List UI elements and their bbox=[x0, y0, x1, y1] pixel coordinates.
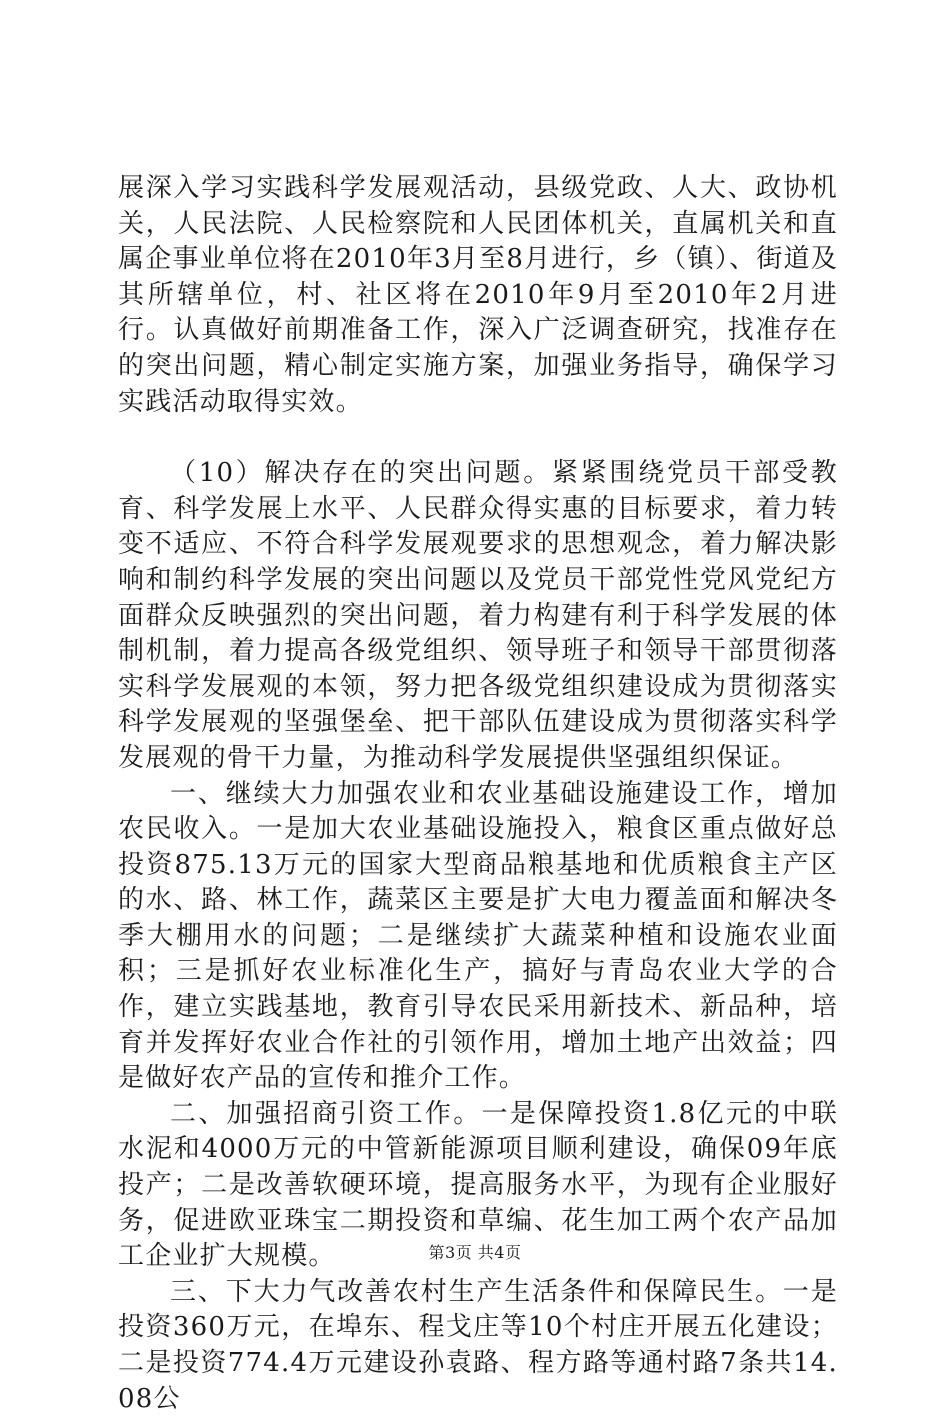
page-number-footer: 第3页 共4页 bbox=[428, 1243, 522, 1262]
paragraph-investment: 二、加强招商引资工作。一是保障投资1.8亿元的中联水泥和4000万元的中管新能源项目顺利建设，确保09年底投产；二是改善软硬环境，提高服务水平，为现有企业服好务，促进欧亚珠宝二期投资和草编、花生加工两个农产品加工企业扩大规模。 bbox=[118, 1098, 838, 1272]
document-body bbox=[118, 171, 838, 1417]
paragraph-agriculture: 一、继续大力加强农业和农业基础设施建设工作，增加农民收入。一是加大农业基础设施投入，粮食区重点做好总投资875.13万元的国家大型商品粮基地和优质粮食主产区的水、路、林工作，蔬菜区主要是扩大电力覆盖面和解决冬季大棚用水的问题；二是继续扩大蔬菜种植和设施农业面积；三是抓好农业标准化生产，搞好与青岛农业大学的合作，建立实践基地，教育引导农民采用新技术、新品种，培育并发挥好农业合作社的引领作用，增加土地产出效益；四是做好农产品的宣传和推介工作。 bbox=[118, 778, 838, 1094]
paragraph-rural-conditions: 三、下大力气改善农村生产生活条件和保障民生。一是投资360万元，在埠东、程戈庄等10个村庄开展五化建设；二是投资774.4万元建设孙袁路、程方路等通村路7条共14.08公 bbox=[118, 1276, 838, 1414]
paragraph-gap bbox=[118, 420, 838, 456]
paragraph-solve-problems: （10）解决存在的突出问题。紧紧围绕党员干部受教育、科学发展上水平、人民群众得实惠的目标要求，着力转变不适应、不符合科学发展观要求的思想观念，着力解决影响和制约科学发展的突出问题以及党员干部党性党风党纪方面群众反映强烈的突出问题，着力构建有利于科学发展的体制机制，着力提高各级党组织、领导班子和领导干部贯彻落实科学发展观的本领，努力把各级党组织建设成为贯彻落实科学发展观的坚强堡垒、把干部队伍建设成为贯彻落实科学发展观的骨干力量，为推动科学发展提供坚强组织保证。 bbox=[118, 458, 838, 773]
paragraph-activity-schedule: 展深入学习实践科学发展观活动，县级党政、人大、政协机关，人民法院、人民检察院和人民团体机关，直属机关和直属企事业单位将在2010年3月至8月进行，乡（镇）、街道及其所辖单位，村、社区将在2010年9月至2010年2月进行。认真做好前期准备工作，深入广泛调查研究，找准存在的突出问题，精心制定实施方案，加强业务指导，确保学习实践活动取得实效。 bbox=[118, 173, 838, 417]
